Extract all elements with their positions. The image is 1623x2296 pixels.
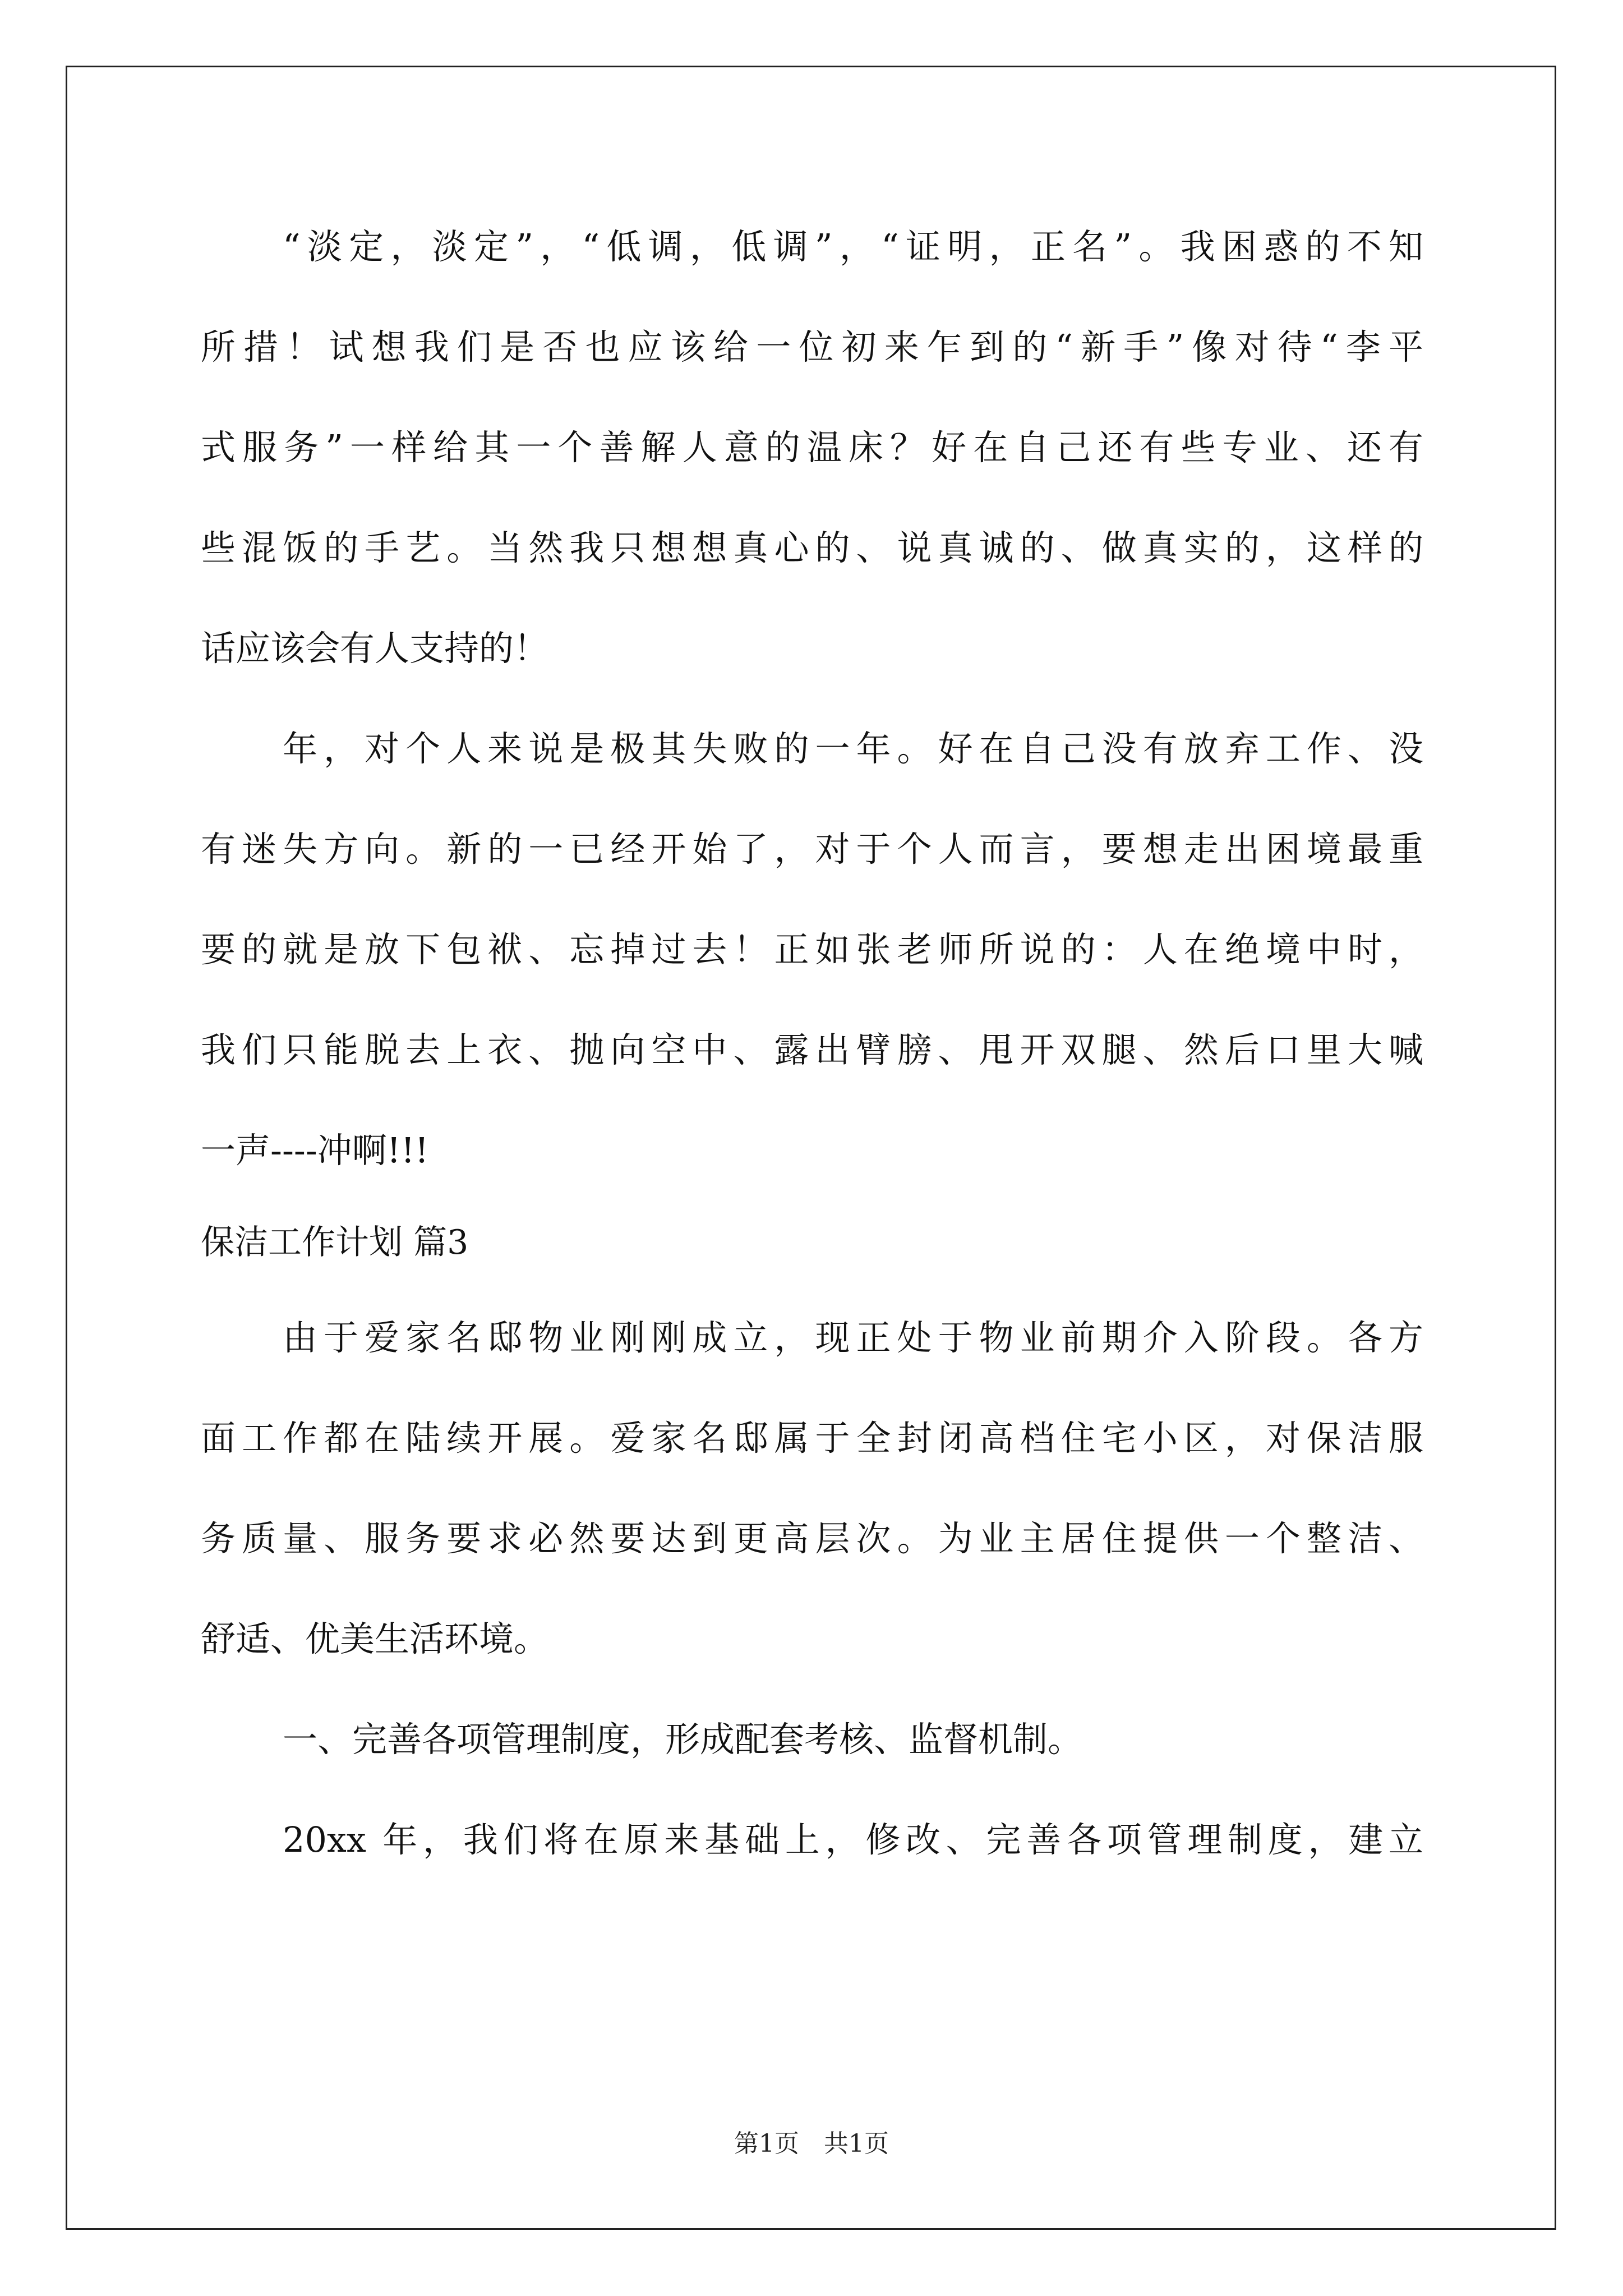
paragraph-line: 舒适、优美生活环境。 bbox=[201, 1618, 549, 1659]
paragraph-line: 有迷失方向。新的一已经开始了，对于个人而言，要想走出困境最重 bbox=[201, 829, 1423, 869]
paragraph-line: 一声----冲啊!!! bbox=[201, 1130, 429, 1171]
paragraph-line: 话应该会有人支持的！ bbox=[201, 628, 549, 669]
paragraph-line: “淡定，淡定”，“低调，低调”，“证明，正名”。我困惑的不知 bbox=[283, 226, 1423, 267]
paragraph-line: 一、完善各项管理制度，形成配套考核、监督机制。 bbox=[283, 1719, 1083, 1760]
paragraph-line: 式服务”一样给其一个善解人意的温床？好在自己还有些专业、还有 bbox=[201, 427, 1423, 468]
paragraph-line: 我们只能脱去上衣、抛向空中、露出臂膀、甩开双腿、然后口里大喊 bbox=[201, 1029, 1423, 1070]
paragraph-line: 由于爱家名邸物业刚刚成立，现正处于物业前期介入阶段。各方 bbox=[283, 1317, 1423, 1358]
page-footer: 第1页 共1页 bbox=[734, 2129, 889, 2158]
paragraph-line: 要的就是放下包袱、忘掉过去！正如张老师所说的：人在绝境中时， bbox=[201, 929, 1423, 970]
paragraph-line: 所措！试想我们是否也应该给一位初来乍到的“新手”像对待“李平 bbox=[201, 326, 1423, 367]
paragraph-line: 些混饭的手艺。当然我只想想真心的、说真诚的、做真实的，这样的 bbox=[201, 527, 1423, 568]
section-heading: 保洁工作计划 篇3 bbox=[201, 1223, 469, 1262]
paragraph-line: 20xx 年，我们将在原来基础上，修改、完善各项管理制度，建立 bbox=[283, 1819, 1423, 1860]
paragraph-line: 年，对个人来说是极其失败的一年。好在自己没有放弃工作、没 bbox=[283, 728, 1423, 769]
paragraph-line: 面工作都在陆续开展。爱家名邸属于全封闭高档住宅小区，对保洁服 bbox=[201, 1418, 1423, 1458]
paragraph-line: 务质量、服务要求必然要达到更高层次。为业主居住提供一个整洁、 bbox=[201, 1518, 1423, 1559]
